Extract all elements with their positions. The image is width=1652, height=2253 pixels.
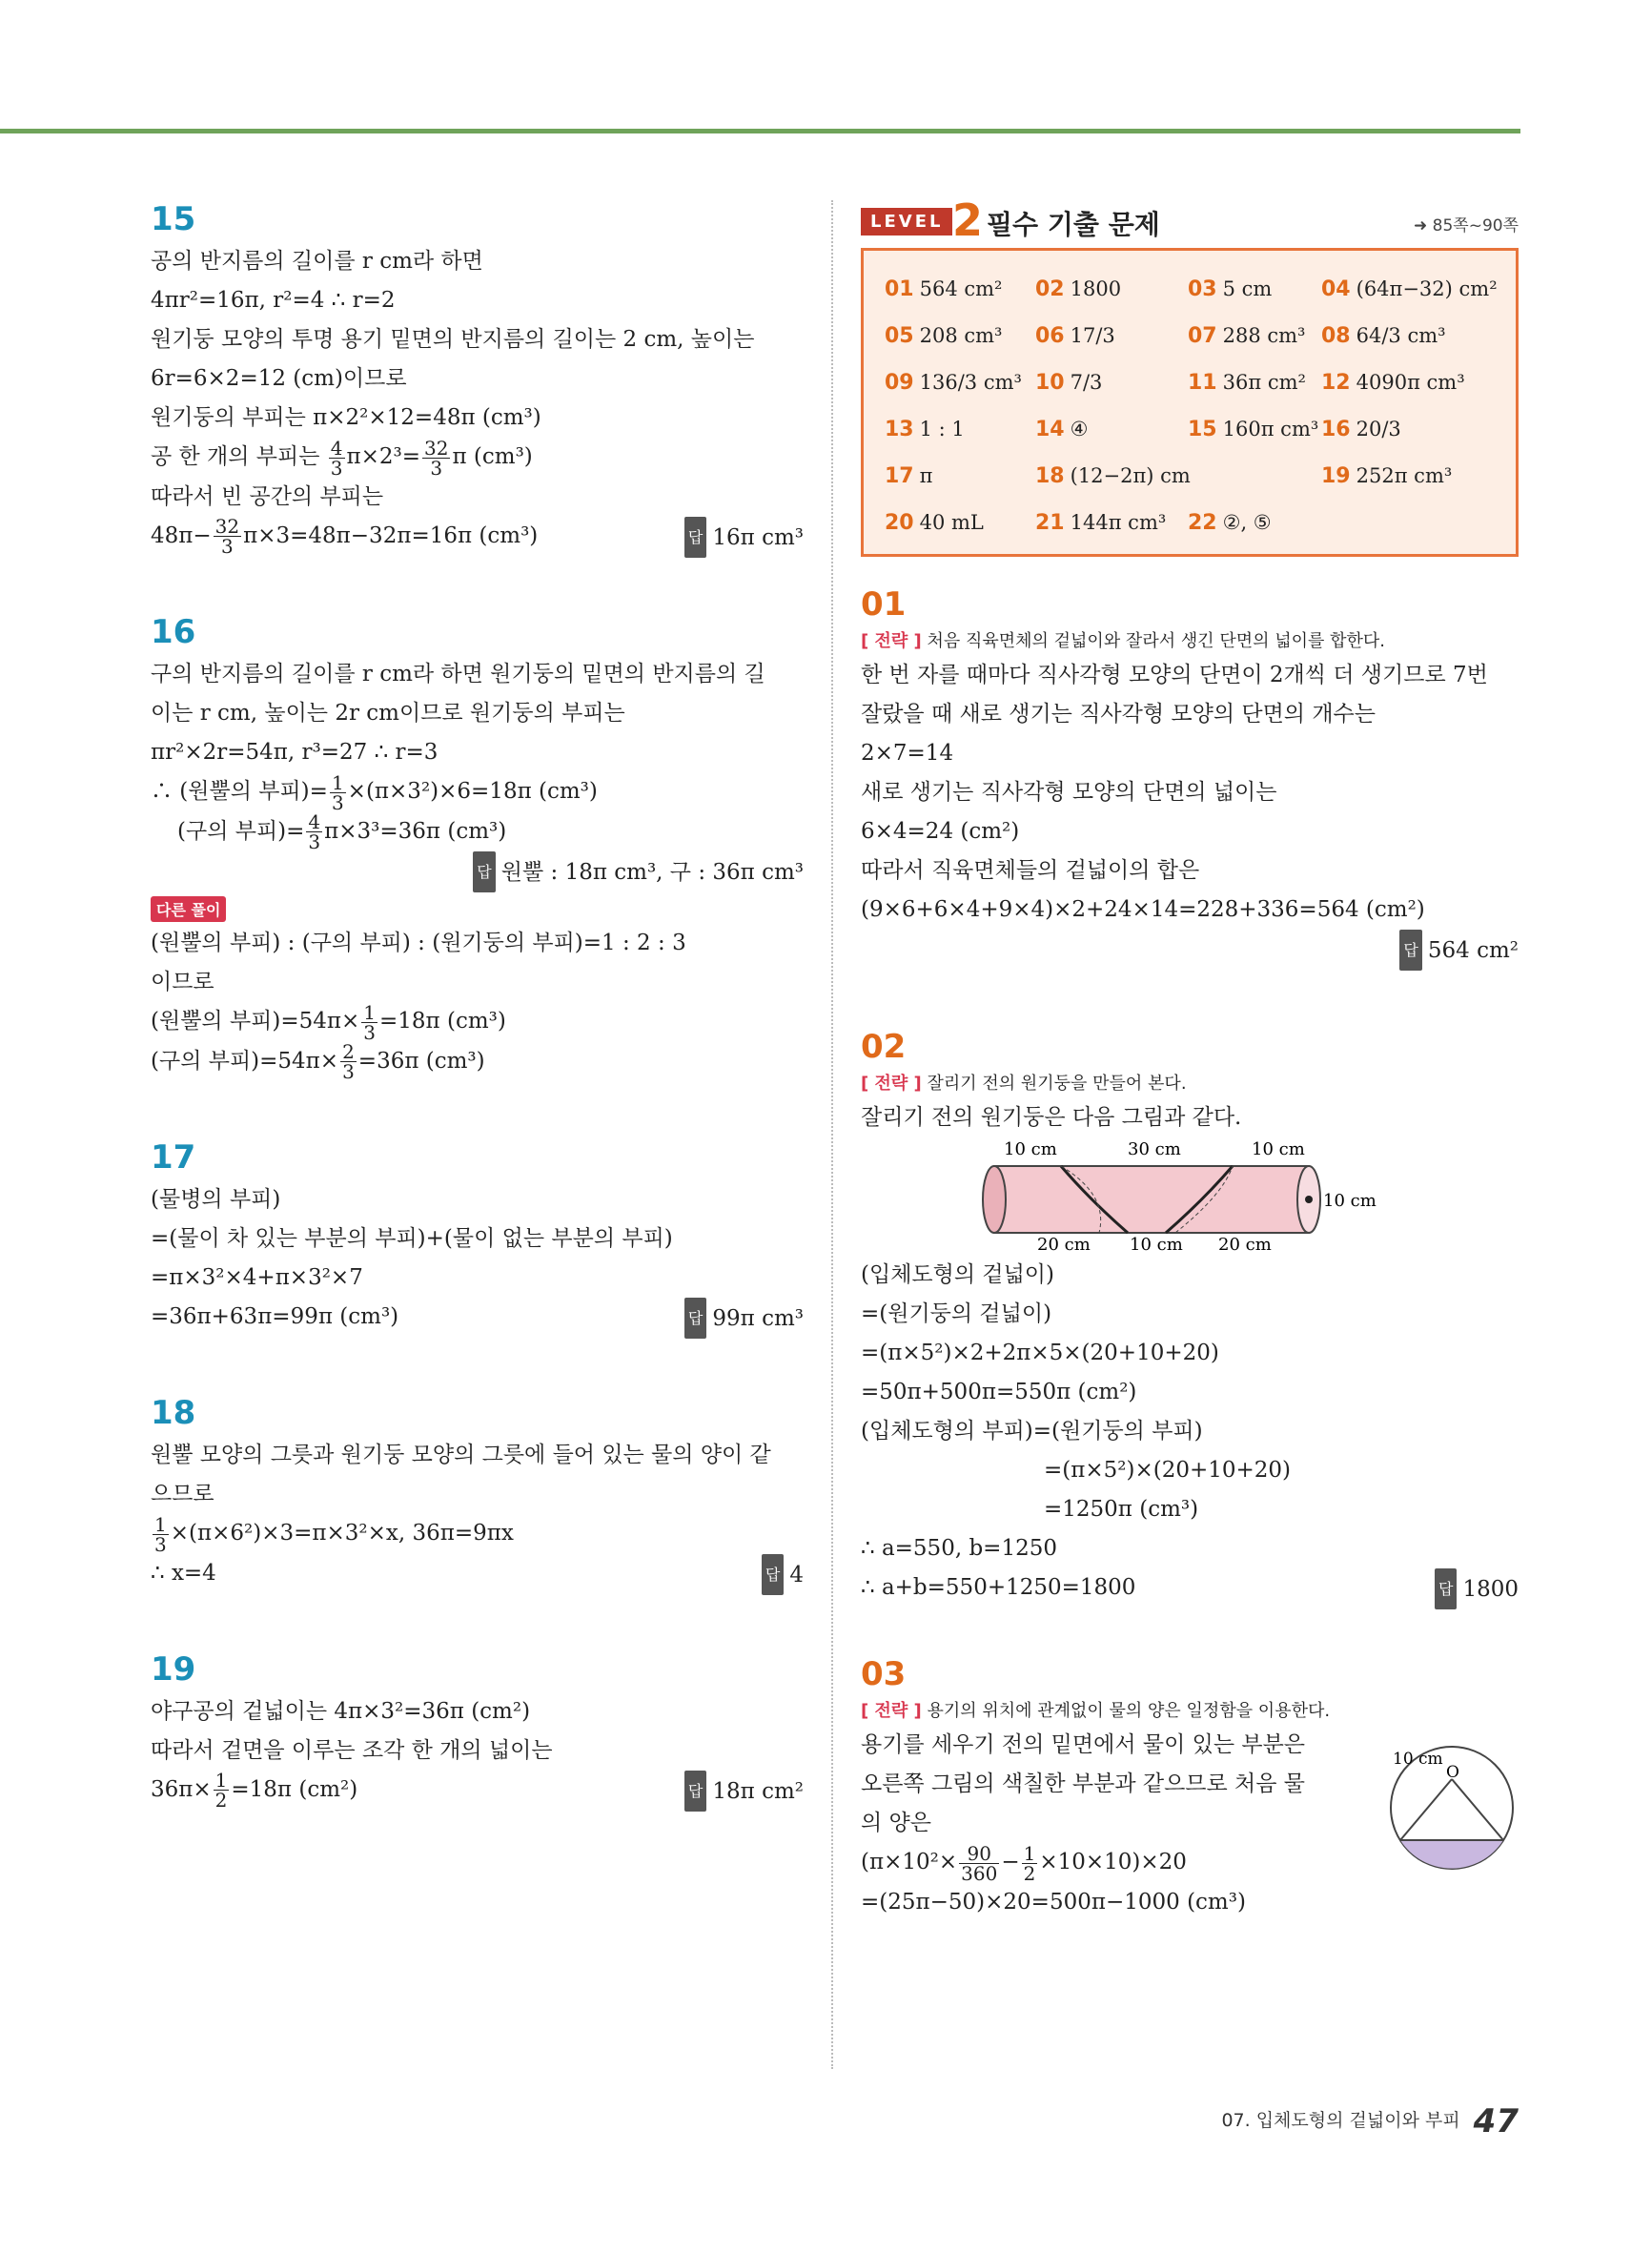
top-rule (0, 129, 1520, 133)
center-point (1305, 1196, 1313, 1203)
text-line: 2×7=14 (861, 741, 954, 766)
text-line: 잘리기 전의 원기둥은 다음 그림과 같다. (861, 1105, 1242, 1130)
text: π×2³= (346, 444, 421, 469)
answer: 답 99π cm³ (684, 1298, 804, 1339)
answer-cell: 14 ④ (1035, 418, 1089, 441)
cylinder-left-face (983, 1166, 1006, 1233)
answer: 답 18π cm² (684, 1771, 804, 1812)
text-line: 한 번 자를 때마다 직사각형 모양의 단면이 2개씩 더 생기므로 7번 (861, 663, 1488, 687)
answer-mark-icon: 답 (1399, 930, 1421, 971)
text-line: (입체도형의 겉넓이) (861, 1262, 1055, 1287)
text-line: 6×4=24 (cm²) (861, 819, 1020, 844)
text-line: (π×10²× $\frac{90}{360}$ − $\frac{1}{2}$ ×10×10)×20 (861, 1841, 1187, 1885)
answer-cell: 05 208 cm³ (885, 324, 1003, 348)
fraction: $\frac{4}{3}$ (330, 436, 343, 480)
label-bottom-left: 20 cm (1037, 1235, 1091, 1252)
answer-cell: 21 144π cm³ (1035, 511, 1167, 535)
answer-mark-icon: 답 (1435, 1568, 1457, 1609)
text-line: 이므로 (151, 970, 214, 994)
level-badge: LEVEL (861, 208, 952, 236)
problem-number: 02 (861, 1028, 907, 1066)
text-line: 의 양은 (861, 1811, 931, 1835)
problem-number: 16 (151, 613, 196, 651)
problem-number: 03 (861, 1655, 907, 1693)
answer-cell: 13 1 : 1 (885, 418, 965, 441)
text-line: 이는 r cm, 높이는 2r cm이므로 원기둥의 부피는 (151, 701, 625, 726)
label-bottom-mid: 10 cm (1130, 1235, 1183, 1252)
answer-mark-icon: 답 (684, 1298, 706, 1339)
level-header (861, 195, 1519, 248)
text-line: 따라서 직육면체들의 겉넓이의 합은 (861, 858, 1200, 883)
answer-cell: 16 20/3 (1321, 418, 1401, 441)
question-01 (861, 585, 1519, 971)
text-line: (원뿔의 부피)=54π× $\frac{1}{3}$ =18π (cm³) (151, 1000, 506, 1044)
problem-number: 15 (151, 200, 196, 238)
text-line: 4πr²=16π, r²=4 ∴ r=2 (151, 288, 396, 313)
column-divider (831, 200, 833, 2069)
answer-cell: 04 (64π−32) cm² (1321, 277, 1498, 301)
answer-cell: 09 136/3 cm³ (885, 371, 1022, 395)
strategy: [ 전략 ] 처음 직육면체의 겉넓이와 잘라서 생긴 단면의 넓이를 합한다. (861, 631, 1385, 651)
left-column (151, 200, 804, 1867)
right-column (861, 195, 1519, 1922)
text-line: (물병의 부피) (151, 1187, 281, 1212)
problem-number: 18 (151, 1394, 196, 1432)
text-line: 따라서 빈 공간의 부피는 (151, 483, 384, 509)
answer-cell: 02 1800 (1035, 277, 1122, 301)
fraction: $\frac{1}{3}$ (154, 1512, 167, 1556)
answer-cell: 11 36π cm² (1188, 371, 1306, 395)
fraction: $\frac{32}{3}$ (424, 436, 449, 480)
answer: 답 1800 (1435, 1568, 1519, 1609)
answer: 답 564 cm² (861, 930, 1519, 971)
answer-cell (1188, 455, 1321, 498)
problem-16 (151, 613, 804, 1081)
strategy: [ 전략 ] 용기의 위치에 관계없이 물의 양은 일정함을 이용한다. (861, 1701, 1331, 1721)
answer-cell: 15 160π cm³ (1188, 418, 1319, 441)
text-line: 48π− $\frac{32}{3}$ π×3=48π−32π=16π (cm³) 답 16π cm³ (151, 515, 804, 558)
text-line: =36π+63π=99π (cm³) 답 99π cm³ (151, 1298, 804, 1337)
answer-cell: 20 40 mL (885, 511, 984, 535)
alt-solution-tag: 다른 풀이 (151, 896, 804, 922)
text-line: =(π×5²)×(20+10+20) (1044, 1458, 1292, 1483)
label-top-left: 10 cm (1004, 1139, 1057, 1159)
text-line: (입체도형의 부피)=(원기둥의 부피) (861, 1419, 1203, 1444)
text-line: $\frac{1}{3}$ ×(π×6²)×3=π×3²×x, 36π=9πx (154, 1512, 514, 1556)
problem-15 (151, 200, 804, 556)
problem-number: 17 (151, 1138, 196, 1177)
text-line: =50π+500π=550π (cm²) (861, 1380, 1137, 1404)
answer-cell: 17 π (885, 464, 933, 488)
label-radius: 10 cm (1393, 1750, 1443, 1769)
text-line: πr²×2r=54π, r³=27 ∴ r=3 (151, 740, 438, 765)
problem-18 (151, 1394, 804, 1593)
answer: 답 원뿔 : 18π cm³, 구 : 36π cm³ (151, 851, 804, 892)
text-line: ∴ a+b=550+1250=1800 답 1800 (861, 1568, 1519, 1608)
answer-mark-icon: 답 (473, 851, 495, 892)
chapter-title: 07. 입체도형의 겉넓이와 부피 (1221, 2110, 1460, 2131)
label-radius: 10 cm (1323, 1191, 1377, 1211)
fraction: $\frac{1}{3}$ (363, 1000, 377, 1044)
answer-grid (885, 268, 1497, 544)
text-line: =(25π−50)×20=500π−1000 (cm³) (861, 1889, 1246, 1915)
text: π (cm³) (452, 444, 533, 469)
answer-cell (1321, 502, 1493, 544)
fraction: $\frac{2}{3}$ (342, 1040, 355, 1083)
text-line: =1250π (cm³) (1044, 1497, 1199, 1522)
text-line: ∴ (원뿔의 부피)= $\frac{1}{3}$ ×(π×3²)×6=18π (cm³) (151, 770, 598, 814)
level-number: 2 (952, 195, 984, 246)
text-line: 공의 반지름의 길이를 r cm라 하면 (151, 249, 483, 274)
circle-figure (1385, 1741, 1519, 1874)
problem-19 (151, 1650, 804, 1811)
cylinder-body (994, 1166, 1309, 1233)
fraction: $\frac{32}{3}$ (214, 515, 240, 558)
answer-key-box (861, 248, 1519, 557)
answer: 답 4 (762, 1554, 804, 1595)
text: 공 한 개의 부피는 (151, 444, 320, 469)
answer-cell: 22 ②, ⑤ (1188, 511, 1272, 535)
label-top-right: 10 cm (1252, 1139, 1305, 1159)
text-line: 36π× $\frac{1}{2}$ =18π (cm²) 답 18π cm² (151, 1769, 804, 1812)
answer-cell: 12 4090π cm³ (1321, 371, 1465, 395)
text-line: ∴ x=4 답 4 (151, 1554, 804, 1593)
answer: 답 16π cm³ (684, 517, 804, 558)
answer-cell: 03 5 cm (1188, 277, 1273, 301)
answer-cell: 10 7/3 (1035, 371, 1103, 395)
text-line: =(물이 차 있는 부분의 부피)+(물이 없는 부분의 부피) (151, 1226, 673, 1251)
label-center: O (1446, 1763, 1459, 1782)
answer-cell: 19 252π cm³ (1321, 464, 1453, 488)
text-line: (원뿔의 부피) : (구의 부피) : (원기둥의 부피)=1 : 2 : 3 (151, 931, 686, 955)
text-line: 오른쪽 그림의 색칠한 부분과 같으므로 처음 물 (861, 1772, 1306, 1796)
cylinder-figure (861, 1137, 1519, 1252)
fraction: $\frac{1}{2}$ (1023, 1841, 1036, 1885)
page-number: 47 (1473, 2102, 1519, 2140)
text-line: =(원기둥의 겉넓이) (861, 1301, 1052, 1326)
fraction: $\frac{1}{3}$ (331, 770, 344, 814)
question-02 (861, 1028, 1519, 1608)
text-line: (구의 부피)= $\frac{4}{3}$ π×3³=36π (cm³) (177, 810, 507, 853)
label-top-mid: 30 cm (1128, 1139, 1181, 1159)
text-line: (구의 부피)=54π× $\frac{2}{3}$ =36π (cm³) (151, 1040, 485, 1083)
label-bottom-right: 20 cm (1218, 1235, 1272, 1252)
text-line: =π×3²×4+π×3²×7 (151, 1265, 363, 1290)
page-reference: ➜ 85쪽~90쪽 (1414, 216, 1519, 236)
fraction: $\frac{1}{2}$ (214, 1769, 228, 1812)
text-line: (9×6+6×4+9×4)×2+24×14=228+336=564 (cm²) (861, 897, 1425, 922)
text-line: 따라서 겉면을 이루는 조각 한 개의 넓이는 (151, 1737, 553, 1763)
text-line: 원뿔 모양의 그릇과 원기둥 모양의 그릇에 들어 있는 물의 양이 같 (151, 1443, 771, 1467)
fraction: $\frac{4}{3}$ (308, 810, 321, 853)
text-line: 원기둥 모양의 투명 용기 밑면의 반지름의 길이는 2 cm, 높이는 (151, 327, 755, 352)
strategy: [ 전략 ] 잘리기 전의 원기둥을 만들어 본다. (861, 1074, 1187, 1094)
text-line: ∴ a=550, b=1250 (861, 1536, 1057, 1561)
page-footer (1221, 2102, 1519, 2140)
text-line: 으므로 (151, 1482, 214, 1506)
text-line: 새로 생기는 직사각형 모양의 단면의 넓이는 (861, 780, 1277, 805)
text-line (151, 438, 804, 478)
text-line: 원기둥의 부피는 π×2²×12=48π (cm³) (151, 405, 541, 430)
problem-17 (151, 1138, 804, 1337)
level-title: 필수 기출 문제 (987, 209, 1160, 240)
problem-number: 01 (861, 585, 907, 624)
answer-cell: 07 288 cm³ (1188, 324, 1306, 348)
text-line: 잘랐을 때 새로 생기는 직사각형 모양의 단면의 개수는 (861, 702, 1376, 727)
problem-number: 19 (151, 1649, 196, 1689)
text-line: 구의 반지름의 길이를 r cm라 하면 원기둥의 밑면의 반지름의 길 (151, 662, 765, 686)
answer-cell: 18 (12−2π) cm (1035, 464, 1191, 488)
answer-cell: 01 564 cm² (885, 277, 1003, 301)
answer-mark-icon: 답 (762, 1554, 784, 1595)
text-line: 야구공의 겉넓이는 4π×3²=36π (cm²) (151, 1698, 531, 1724)
text-line: 용기를 세우기 전의 밑면에서 물이 있는 부분은 (861, 1732, 1306, 1757)
question-03 (861, 1655, 1519, 1922)
water-region (1400, 1840, 1503, 1869)
fraction: $\frac{90}{360}$ (961, 1841, 998, 1885)
text-line: =(π×5²)×2+2π×5×(20+10+20) (861, 1341, 1219, 1365)
answer-cell: 08 64/3 cm³ (1321, 324, 1446, 348)
answer-mark-icon: 답 (684, 517, 706, 558)
answer-cell: 06 17/3 (1035, 324, 1115, 348)
answer-mark-icon: 답 (684, 1771, 706, 1812)
text-line: 6r=6×2=12 (cm)이므로 (151, 366, 407, 391)
